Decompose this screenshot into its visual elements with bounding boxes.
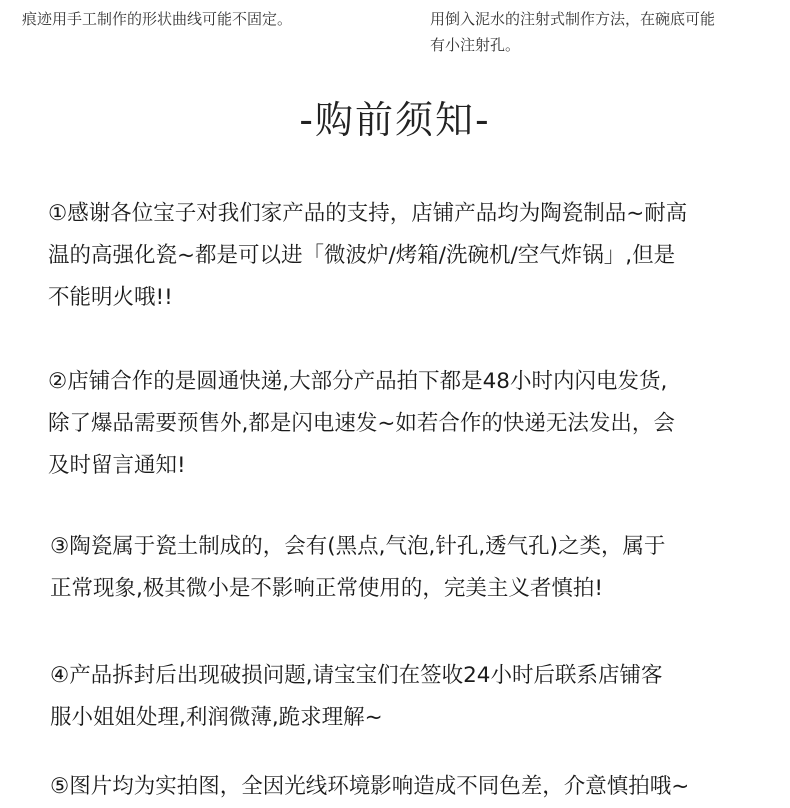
notice-item-4: ④产品拆封后出现破损问题,请宝宝们在签收24小时后联系店铺客 服小姐姐处理,利润微薄,跪求理解~ [50,663,663,730]
notice-item-1: ①感谢各位宝子对我们家产品的支持，店铺产品均为陶瓷制品~耐高 温的高强化瓷~都是可以进「微波炉/烤箱/洗碗机/空气炸锅」,但是 不能明火哦!! [48,201,688,310]
top-note-left: 痕迹用手工制作的形状曲线可能不固定。 [22,10,293,28]
top-note-right: 用倒入泥水的注射式制作方法，在碗底可能 有小注射孔。 [430,10,716,54]
notice-item-3: ③陶瓷属于瓷土制成的，会有(黑点,气泡,针孔,透气孔)之类，属于 正常现象,极其微小是不影响正常使用的，完美主义者慎拍! [50,534,666,601]
page-title: -购前须知- [299,98,491,142]
notice-item-5: ⑤图片均为实拍图，全因光线环境影响造成不同色差，介意慎拍哦~ [50,774,690,799]
notice-item-2: ②店铺合作的是圆通快递,大部分产品拍下都是48小时内闪电发货, 除了爆品需要预售外,都是闪电速发~如若合作的快递无法发出，会 及时留言通知! [48,369,675,478]
